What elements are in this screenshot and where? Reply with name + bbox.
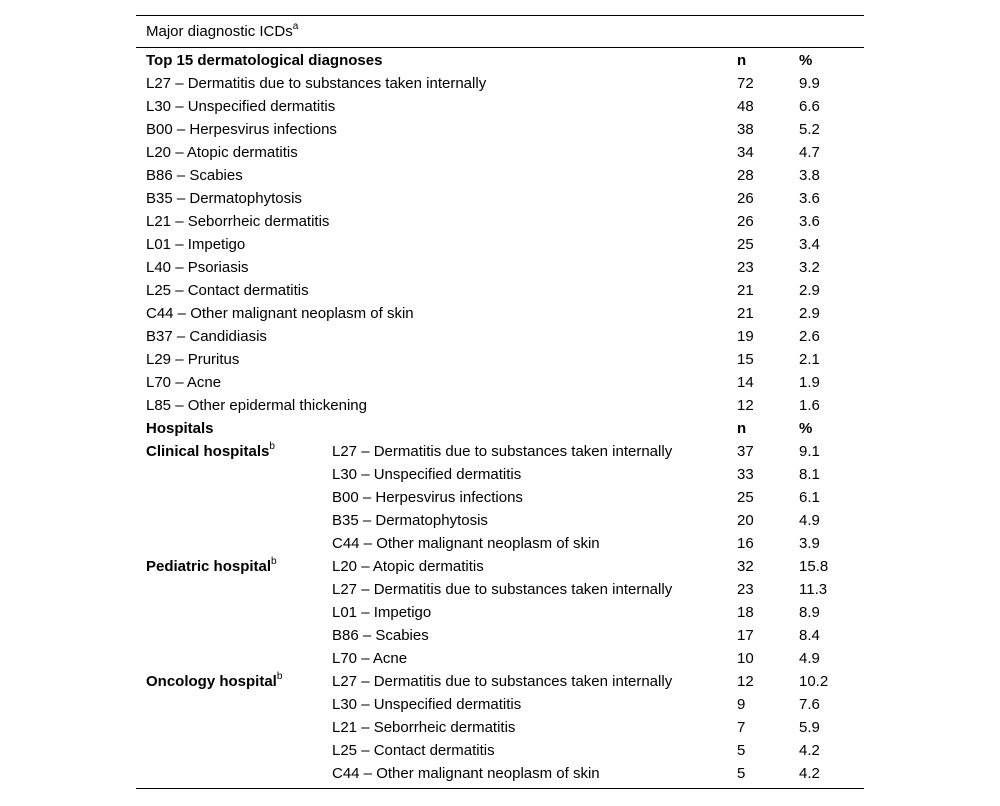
diagnosis-cell: L30 – Unspecified dermatitis [332,696,522,713]
diagnosis-cell: L27 – Dermatitis due to substances taken internally [146,75,487,92]
percent-cell: 3.6 [799,213,820,230]
diagnosis-cell: L25 – Contact dermatitis [332,742,495,759]
percent-cell: 1.9 [799,374,820,391]
diagnosis-cell: L29 – Pruritus [146,351,240,368]
percent-cell: 9.9 [799,75,820,92]
count-cell: 19 [737,328,754,345]
table-row [136,509,864,532]
percent-cell: 15.8 [799,558,829,575]
diagnosis-cell: L40 – Psoriasis [146,259,249,276]
percent-cell: 4.7 [799,144,820,161]
table-row [136,762,864,785]
diagnosis-cell: L27 – Dermatitis due to substances taken internally [332,581,673,598]
table-row [136,693,864,716]
table-row [136,325,864,348]
count-cell: 25 [737,236,754,253]
count-cell: 12 [737,673,754,690]
count-cell: 9 [737,696,746,713]
count-cell: 21 [737,282,754,299]
diagnosis-cell: L27 – Dermatitis due to substances taken internally [332,443,673,460]
table-row [136,371,864,394]
percent-cell: 3.2 [799,259,820,276]
table-row [136,394,864,417]
hospital-group-spacer [136,739,332,762]
caption-text: Major diagnostic ICDs [146,23,293,40]
count-cell: 21 [737,305,754,322]
percent-cell: 3.4 [799,236,820,253]
count-cell: 28 [737,167,754,184]
table-row [136,348,864,371]
hospital-group-spacer [136,509,332,532]
diagnosis-cell: L30 – Unspecified dermatitis [146,98,336,115]
table-row [136,95,864,118]
diagnosis-cell: B37 – Candidiasis [146,328,267,345]
table-row [136,647,864,670]
count-cell: 37 [737,443,754,460]
caption-footnote-marker: a [292,21,299,32]
percent-cell: 4.9 [799,512,820,529]
count-cell: 5 [737,765,746,782]
top15-pct-header: % [799,52,813,69]
percent-cell: 2.9 [799,282,820,299]
top15-section [136,49,864,417]
percent-cell: 3.9 [799,535,820,552]
hospital-footnote-marker: b [269,441,275,452]
table-row [136,440,864,463]
table-row [136,210,864,233]
table-body [136,48,864,788]
top15-header: Top 15 dermatological diagnoses [146,52,383,69]
percent-cell: 4.2 [799,742,820,759]
percent-cell: 1.6 [799,397,820,414]
diagnosis-grid [136,49,864,785]
table-row [136,670,864,693]
percent-cell: 4.9 [799,650,820,667]
percent-cell: 8.4 [799,627,820,644]
hospital-footnote-marker: b [271,556,277,567]
table-row [136,624,864,647]
count-cell: 17 [737,627,754,644]
diagnosis-cell: L85 – Other epidermal thickening [146,397,367,414]
table-row [136,739,864,762]
hospital-group-label: Pediatric hospital [146,558,272,575]
hospitals-n-header: n [737,420,747,437]
percent-cell: 10.2 [799,673,829,690]
hospital-group-spacer [136,463,332,486]
table-row [136,118,864,141]
count-cell: 20 [737,512,754,529]
hospital-group-label: Clinical hospitals [146,443,270,460]
table-row [136,164,864,187]
diagnosis-cell: B35 – Dermatophytosis [332,512,488,529]
count-cell: 34 [737,144,754,161]
percent-cell: 9.1 [799,443,820,460]
count-cell: 14 [737,374,754,391]
diagnosis-cell: C44 – Other malignant neoplasm of skin [332,535,600,552]
hospital-group-label: Oncology hospital [146,673,277,690]
table-row [136,555,864,578]
percent-cell: 7.6 [799,696,820,713]
table-row [136,256,864,279]
diagnosis-cell: L01 – Impetigo [332,604,432,621]
count-cell: 26 [737,213,754,230]
count-cell: 25 [737,489,754,506]
diagnosis-cell: B35 – Dermatophytosis [146,190,302,207]
table-row [136,601,864,624]
hospital-group-spacer [136,624,332,647]
percent-cell: 2.6 [799,328,820,345]
hospitals-pct-header: % [799,420,813,437]
diagnosis-cell: C44 – Other malignant neoplasm of skin [332,765,600,782]
hospital-group-spacer [136,532,332,555]
diagnosis-cell: C44 – Other malignant neoplasm of skin [146,305,414,322]
hospitals-header: Hospitals [146,420,214,437]
top15-header-row [136,49,864,72]
diagnosis-cell: B86 – Scabies [332,627,429,644]
count-cell: 38 [737,121,754,138]
hospital-group-spacer [136,716,332,739]
percent-cell: 6.6 [799,98,820,115]
table-bottom-rule [136,788,864,789]
diagnosis-cell: L21 – Seborrheic dermatitis [332,719,516,736]
hospital-group-spacer [136,486,332,509]
hospitals-section [136,417,864,785]
hospital-group-name [136,670,332,693]
count-cell: 72 [737,75,754,92]
diagnosis-cell: B86 – Scabies [146,167,243,184]
diagnosis-cell: L70 – Acne [146,374,222,391]
table-row [136,302,864,325]
count-cell: 23 [737,259,754,276]
table-row [136,141,864,164]
diagnosis-cell: L20 – Atopic dermatitis [146,144,298,161]
percent-cell: 8.9 [799,604,820,621]
table-row [136,716,864,739]
count-cell: 15 [737,351,754,368]
table-caption [136,16,864,48]
percent-cell: 2.9 [799,305,820,322]
diagnosis-cell: L30 – Unspecified dermatitis [332,466,522,483]
percent-cell: 11.3 [799,581,828,598]
count-cell: 12 [737,397,754,414]
diagnosis-cell: L27 – Dermatitis due to substances taken internally [332,673,673,690]
table-row [136,578,864,601]
percent-cell: 6.1 [799,489,820,506]
percent-cell: 4.2 [799,765,820,782]
count-cell: 48 [737,98,754,115]
percent-cell: 2.1 [799,351,820,368]
table-row [136,279,864,302]
diagnosis-cell: B00 – Herpesvirus infections [146,121,337,138]
percent-cell: 8.1 [799,466,820,483]
hospital-group-spacer [136,647,332,670]
count-cell: 10 [737,650,754,667]
count-cell: 32 [737,558,754,575]
diagnosis-cell: L25 – Contact dermatitis [146,282,309,299]
count-cell: 16 [737,535,754,552]
hospital-group-spacer [136,693,332,716]
count-cell: 33 [737,466,754,483]
count-cell: 26 [737,190,754,207]
diagnosis-cell: B00 – Herpesvirus infections [332,489,523,506]
hospital-group-spacer [136,601,332,624]
count-cell: 7 [737,719,746,736]
diagnosis-cell: L20 – Atopic dermatitis [332,558,484,575]
count-cell: 5 [737,742,746,759]
diagnosis-cell: L21 – Seborrheic dermatitis [146,213,330,230]
percent-cell: 3.6 [799,190,820,207]
hospitals-header-row [136,417,864,440]
table-row [136,532,864,555]
diagnosis-cell: L01 – Impetigo [146,236,246,253]
table-row [136,486,864,509]
table-row [136,233,864,256]
count-cell: 23 [737,581,754,598]
count-cell: 18 [737,604,754,621]
top15-n-header: n [737,52,747,69]
hospital-footnote-marker: b [276,671,283,682]
percent-cell: 3.8 [799,167,820,184]
table-row [136,463,864,486]
table-row [136,72,864,95]
hospital-group-spacer [136,578,332,601]
hospital-group-name [136,555,332,578]
hospital-group-spacer [136,762,332,785]
hospital-group-name [136,440,332,463]
table-row [136,187,864,210]
diagnosis-table [136,15,864,789]
percent-cell: 5.9 [799,719,820,736]
diagnosis-cell: L70 – Acne [332,650,408,667]
percent-cell: 5.2 [799,121,820,138]
